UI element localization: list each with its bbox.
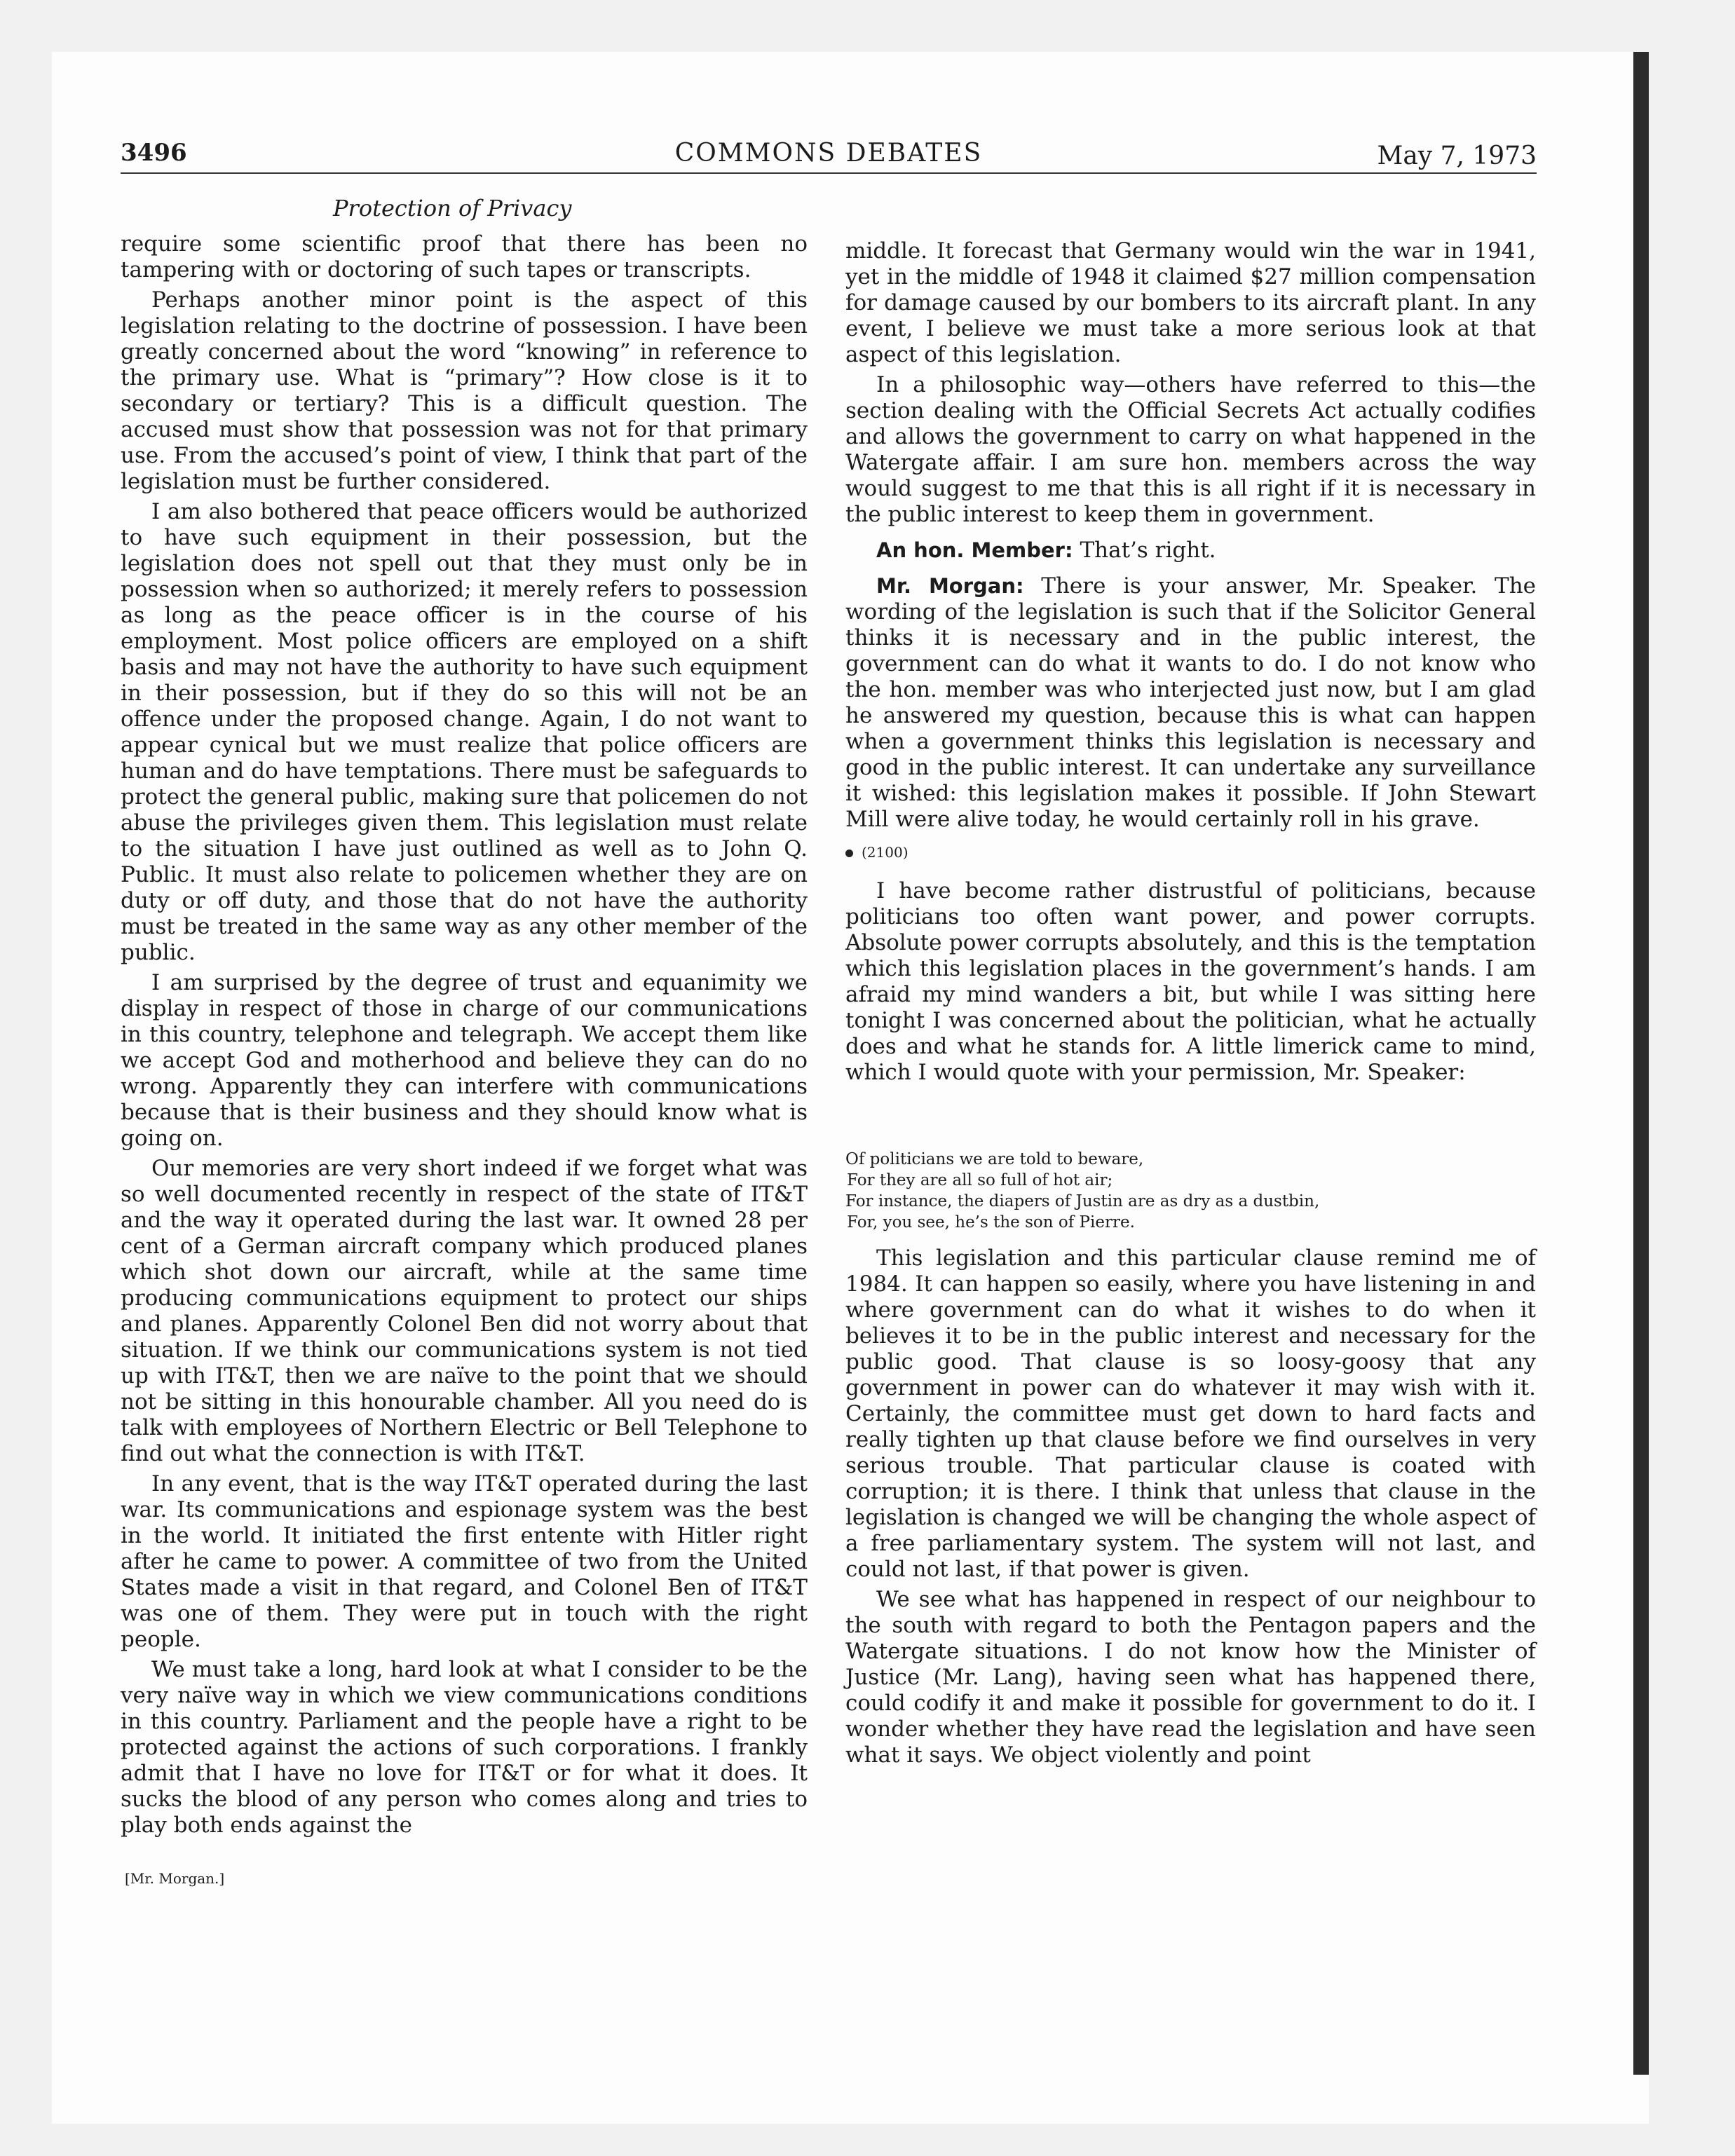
limerick-line: For they are all so full of hot air; xyxy=(847,1171,1113,1189)
bullet-icon xyxy=(845,850,853,857)
paragraph: Our memories are very short indeed if we forget what was so well documented recently in respect of the state of IT&T and the way it operated during the last war. It owned 28 per cent of a German aircraft company which produced planes which shot down our aircraft, while at the same time producing communications equipment to protect our ships and planes. Apparently Colonel Ben did not worry about that situation. If we think our communications system is not tied up with IT&T, then we are naïve to the point that we should not be sitting in this honourable chamber. All you need do is talk with employees of Northern Electric or Bell Telephone to find out what the connection is with IT&T. xyxy=(121,1156,808,1466)
page-header xyxy=(121,139,1537,174)
section-subheading: Protection of Privacy xyxy=(333,195,572,221)
paragraph: This legislation and this particular clause remind me of 1984. It can happen so easily, where you have listening in and where government can do what it wishes to do when it believes it to be in the public interest and necessary for the public good. That clause is so loosy-goosy that any government in power can do whatever it may wish with it. Certainly, the committee must get down to hard facts and really tighten up that clause before we find ourselves in very serious trouble. That particular clause is coated with corruption; it is there. I think that unless that clause in the legislation is changed we will be changing the whole aspect of a free parliamentary system. The system will not last, and could not last, if that power is given. xyxy=(845,1246,1536,1582)
paragraph: require some scientific proof that there has been no tampering with or doctoring of such tapes or transcripts. xyxy=(121,231,808,282)
publication-date: May 7, 1973 xyxy=(1377,142,1537,170)
paragraph: We must take a long, hard look at what I consider to be the very naïve way in which we view communications conditions in this country. Parliament and the people have a right to be protected against the actions of such corporations. I frankly admit that I have no love for IT&T or for what it does. It sucks the blood of any person who comes along and tries to play both ends against the xyxy=(121,1657,808,1838)
limerick-line: For, you see, he’s the son of Pierre. xyxy=(847,1213,1135,1231)
limerick-line: Of politicians we are told to beware, xyxy=(845,1150,1144,1168)
paragraph: I have become rather distrustful of politicians, because politicians too often want power, and power corrupts. Absolute power corrupts absolutely, and this is the temptation which this legislation places in the government’s hands. I am afraid my mind wanders a bit, but while I was sitting here tonight I was concerned about the politician, what he actually does and what he stands for. A little limerick came to mind, which I would quote with your permission, Mr. Speaker: xyxy=(845,878,1536,1085)
limerick-line: For instance, the diapers of Justin are as dry as a dustbin, xyxy=(845,1192,1320,1210)
paragraph: Perhaps another minor point is the aspect of this legislation relating to the doctrine of possession. I have been greatly concerned about the word “knowing” in reference to the primary use. What is “primary”? How close is it to secondary or tertiary? This is a difficult question. The accused must show that possession was not for that primary use. From the accused’s point of view, I think that part of the legislation must be further considered. xyxy=(121,287,808,494)
publication-title: COMMONS DEBATES xyxy=(674,139,983,168)
paragraph: We see what has happened in respect of our neighbour to the south with regard to both the Pentagon papers and the Watergate situations. I do not know how the Minister of Justice (Mr. Lang), having seen what has happened there, could codify it and make it possible for government to do it. I wonder whether they have read the legislation and have seen what it says. We object violently and point xyxy=(845,1587,1536,1768)
paragraph: In a philosophic way—others have referred to this—the section dealing with the Official Secrets Act actually codifies and allows the government to carry on what happened in the Watergate affair. I am sure hon. members across the way would suggest to me that this is all right if it is necessary in the public interest to keep them in government. xyxy=(845,372,1536,527)
speaker-label: An hon. Member: xyxy=(876,538,1073,562)
speaker-continuation-note: [Mr. Morgan.] xyxy=(125,1870,225,1887)
speaker-label: Mr. Morgan: xyxy=(876,574,1024,598)
limerick xyxy=(845,1149,1536,1233)
time-marker-label: (2100) xyxy=(862,844,909,861)
speech-text: There is your answer, Mr. Speaker. The wording of the legislation is such that if the Solicitor General thinks it is necessary and in the public interest, the government can do what it wants to do. I do not know who the hon. member was who interjected just now, but I am glad he answered my question, because this is what can happen when a government thinks this legislation is necessary and good in the public interest. It can undertake any surveillance it wished: this legislation makes it possible. If John Stewart Mill were alive today, he would certainly roll in his grave. xyxy=(845,573,1536,832)
time-marker xyxy=(845,840,1536,866)
scan-edge-shadow xyxy=(1633,52,1649,2075)
speech-text: That’s right. xyxy=(1080,538,1216,563)
paragraph: In any event, that is the way IT&T operated during the last war. Its communications and espionage system was the best in the world. It initiated the first entente with Hitler right after he came to power. A committee of two from the United States made a visit in that regard, and Colonel Ben of IT&T was one of them. They were put in touch with the right people. xyxy=(121,1471,808,1652)
paragraph: middle. It forecast that Germany would win the war in 1941, yet in the middle of 1948 it claimed $27 million compensation for damage caused by our bombers to its aircraft plant. In any event, I believe we must take a more serious look at that aspect of this legislation. xyxy=(845,238,1536,367)
left-column xyxy=(121,231,808,1843)
interjection xyxy=(845,538,1536,564)
page-number: 3496 xyxy=(121,139,187,167)
paragraph: I am also bothered that peace officers would be authorized to have such equipment in their possession, but the legislation does not spell out that they must only be in possession when so authorized; it merely refers to possession as long as the peace officer is in the course of his employment. Most police officers are employed on a shift basis and may not have the authority to have such equipment in their possession, but if they do so this will not be an offence under the proposed change. Again, I do not want to appear cynical but we must realize that police officers are human and do have temptations. There must be safeguards to protect the general public, making sure that policemen do not abuse the privileges given them. This legislation must relate to the situation I have just outlined as well as to John Q. Public. It must also relate to policemen whether they are on duty or off duty, and those that do not have the authority must be treated in the same way as any other member of the public. xyxy=(121,499,808,965)
right-column xyxy=(845,238,1536,1773)
paragraph: I am surprised by the degree of trust and equanimity we display in respect of those in charge of our communications in this country, telephone and telegraph. We accept them like we accept God and motherhood and believe they can do no wrong. Apparently they can interfere with communications because that is their business and they should know what is going on. xyxy=(121,970,808,1151)
speech xyxy=(845,573,1536,833)
